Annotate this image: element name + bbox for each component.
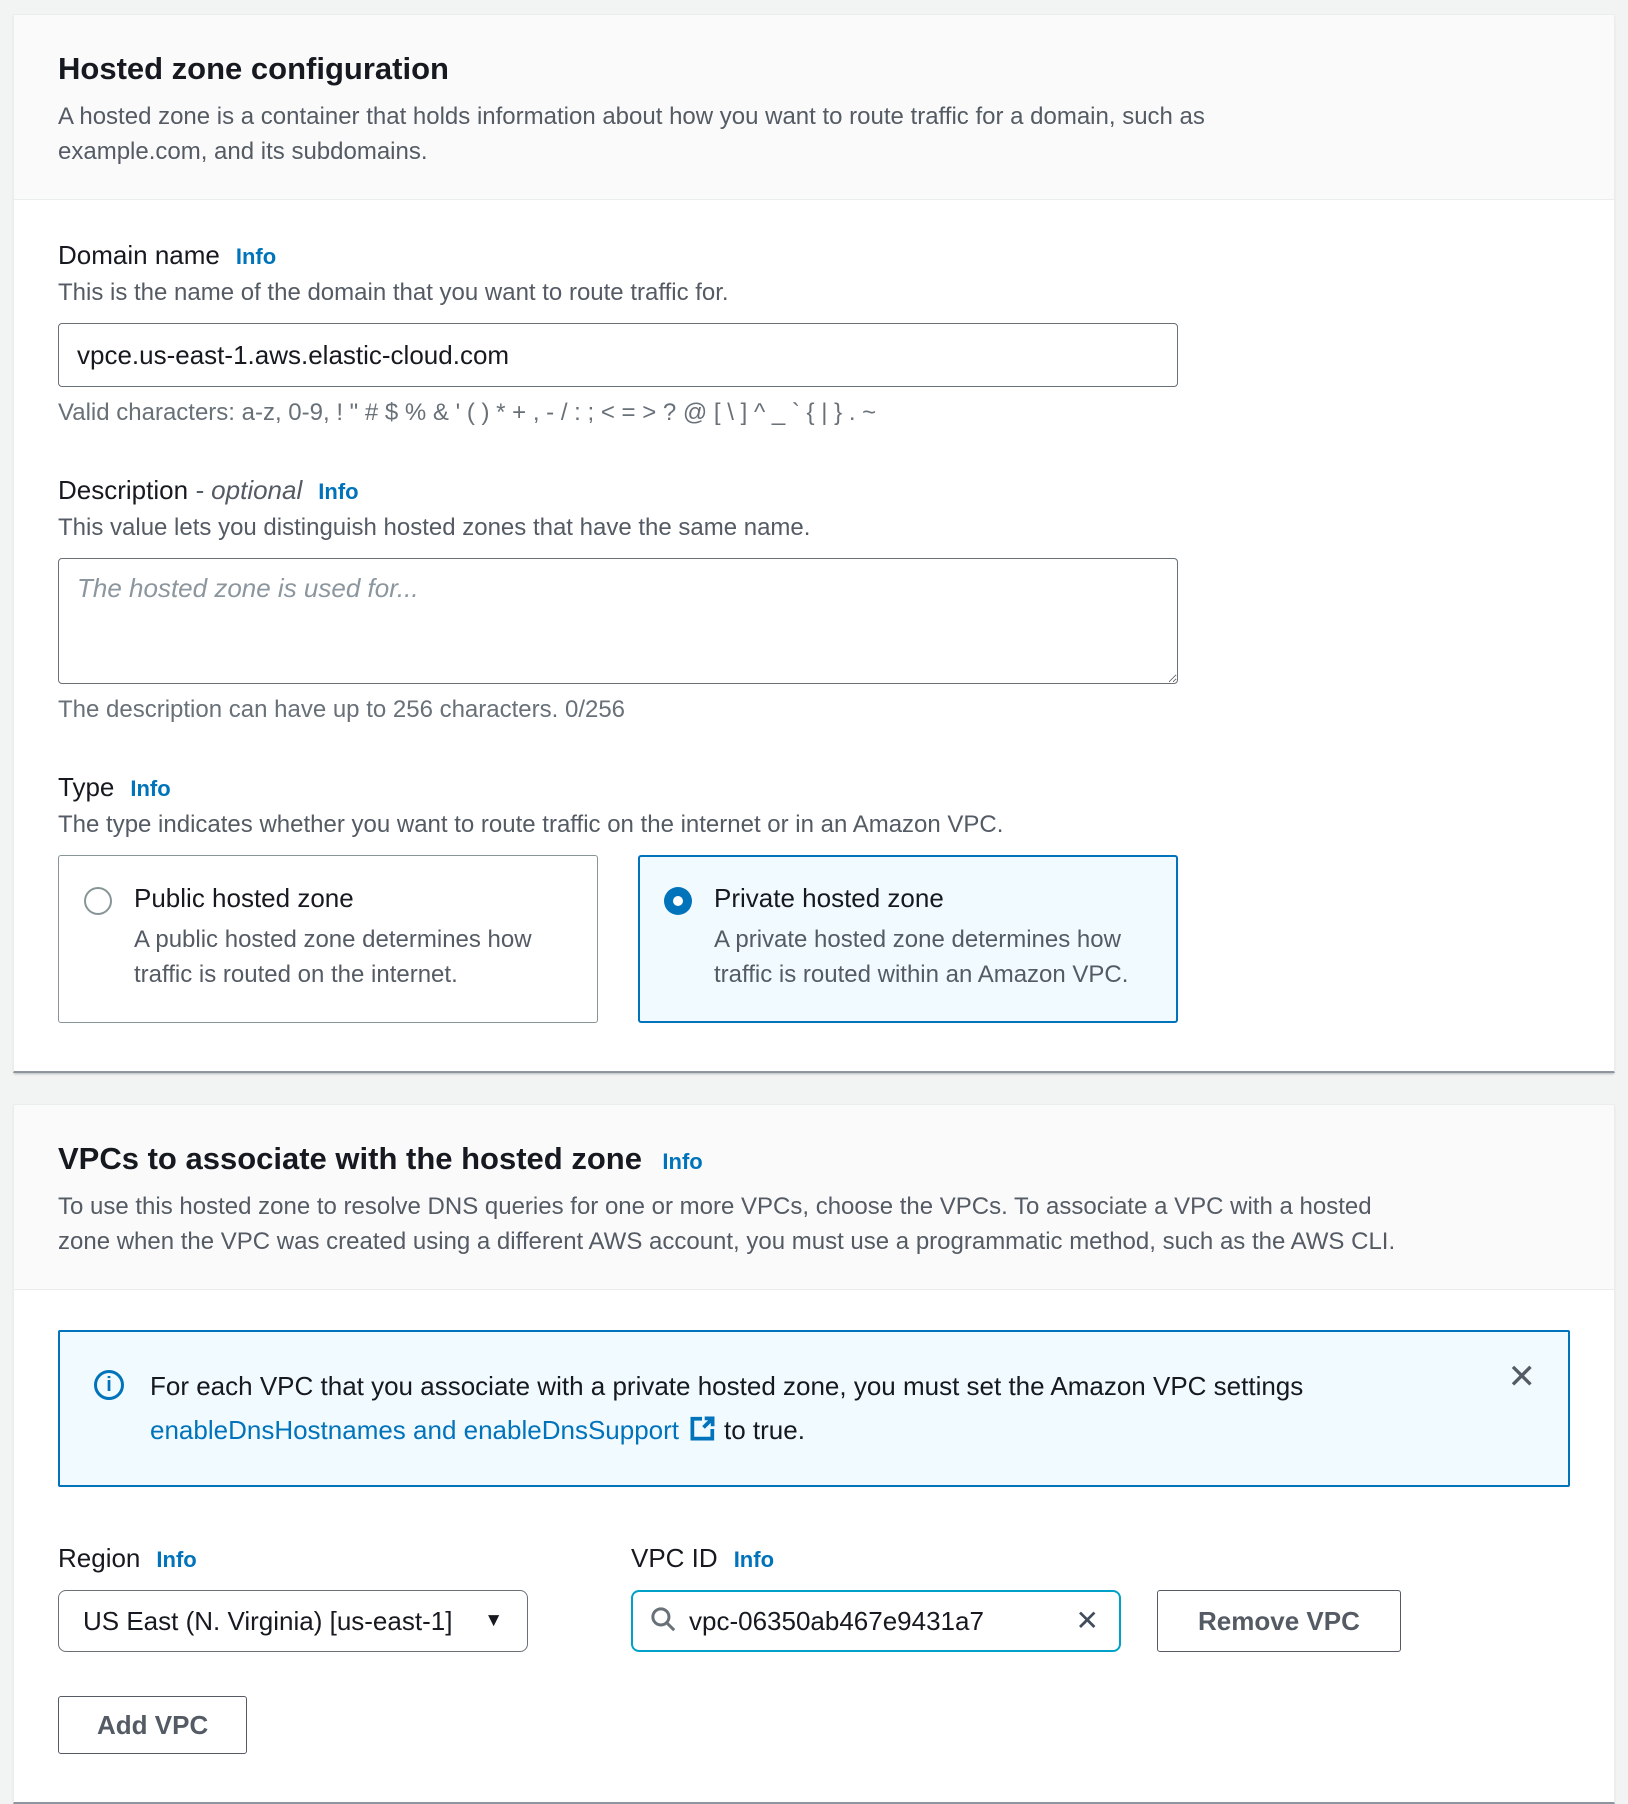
domain-info-link[interactable]: Info — [235, 244, 277, 269]
domain-name-label: Domain name — [58, 240, 220, 270]
chevron-down-icon: ▼ — [484, 1610, 503, 1631]
external-link-icon[interactable] — [689, 1411, 716, 1455]
remove-vpc-button[interactable]: Remove VPC — [1157, 1590, 1401, 1652]
clear-icon: ✕ — [1075, 1605, 1099, 1636]
private-hosted-zone-option[interactable] — [638, 855, 1178, 1023]
option-label: Public hosted zone — [134, 883, 354, 913]
vpcs-card-header — [14, 1105, 1614, 1290]
option-description: A private hosted zone determines how traffic is routed within an Amazon VPC. — [714, 926, 1129, 988]
vpcs-card-content — [14, 1290, 1614, 1802]
vpc-id-input[interactable] — [689, 1606, 1072, 1637]
domain-name-input[interactable] — [58, 323, 1178, 387]
alert-line-2-text: to true. — [724, 1415, 805, 1445]
description-label: Description - optional — [58, 475, 303, 505]
region-info-link[interactable]: Info — [156, 1547, 197, 1572]
info-circle-icon: i — [94, 1370, 124, 1400]
vpcs-title: VPCs to associate with the hosted zone — [58, 1141, 642, 1176]
hosted-zone-config-content — [14, 200, 1614, 1071]
description-info-link[interactable]: Info — [318, 479, 359, 504]
vpc-association-row — [58, 1543, 1570, 1652]
type-options — [58, 855, 1570, 1023]
close-icon: ✕ — [1507, 1358, 1536, 1396]
domain-valid-chars-hint: Valid characters: a-z, 0-9, ! " # $ % & ' ( ) * + , - / : ; < = > ? @ [ \ ] ^ _ ` { | } . ~ — [58, 399, 877, 426]
alert-line-1: For each VPC that you associate with a private hosted zone, you must set the Amazon VPC settings — [150, 1371, 1304, 1401]
description-textarea[interactable] — [58, 558, 1178, 684]
page-title: Hosted zone configuration — [58, 51, 449, 86]
radio-unchecked-icon[interactable] — [84, 887, 112, 915]
description-charcount-hint: The description can have up to 256 characters. 0/256 — [58, 696, 626, 723]
option-label: Private hosted zone — [714, 883, 944, 913]
enable-dns-link[interactable]: enableDnsHostnames and enableDnsSupport — [150, 1415, 680, 1445]
region-label: Region — [58, 1543, 141, 1573]
description-field-group — [58, 475, 1570, 724]
vpc-id-column — [631, 1543, 1401, 1652]
domain-name-field-group — [58, 240, 1570, 427]
vpc-id-search-field[interactable] — [631, 1590, 1121, 1652]
vpc-settings-info-alert — [58, 1330, 1570, 1487]
description-optional-tag: - optional — [195, 475, 303, 505]
search-icon — [649, 1605, 677, 1638]
hosted-zone-config-header — [14, 15, 1614, 200]
domain-name-help: This is the name of the domain that you want to route traffic for. — [58, 279, 729, 306]
region-select[interactable] — [58, 1590, 528, 1652]
vpcs-description: To use this hosted zone to resolve DNS queries for one or more VPCs, choose the VPCs. To associate a VPC with a hosted zone when the VPC was created using a different AWS account, you must use a programmatic method, such as the AWS CLI. — [58, 1193, 1396, 1255]
public-hosted-zone-option[interactable] — [58, 855, 598, 1023]
add-vpc-button[interactable]: Add VPC — [58, 1696, 247, 1754]
option-description: A public hosted zone determines how traffic is routed on the internet. — [134, 926, 532, 988]
clear-input-button[interactable] — [1072, 1607, 1103, 1635]
region-column — [58, 1543, 528, 1652]
type-help: The type indicates whether you want to route traffic on the internet or in an Amazon VPC. — [58, 811, 1004, 838]
vpc-id-label: VPC ID — [631, 1543, 718, 1573]
alert-line-2 — [150, 1408, 1303, 1455]
vpcs-info-link[interactable]: Info — [662, 1149, 703, 1174]
alert-text — [150, 1364, 1303, 1455]
type-info-link[interactable]: Info — [130, 776, 171, 801]
alert-close-button[interactable] — [1508, 1360, 1537, 1394]
vpc-id-info-link[interactable]: Info — [733, 1547, 775, 1572]
description-help: This value lets you distinguish hosted zones that have the same name. — [58, 514, 811, 541]
card-description: A hosted zone is a container that holds information about how you want to route traffic for a domain, such as example.com, and its subdomains. — [58, 103, 1205, 165]
radio-checked-icon[interactable] — [664, 887, 692, 915]
type-field-group — [58, 772, 1570, 1023]
region-select-value: US East (N. Virginia) [us-east-1] — [83, 1605, 453, 1636]
type-label: Type — [58, 772, 115, 802]
vpcs-associate-card — [13, 1104, 1615, 1804]
hosted-zone-config-card — [13, 14, 1615, 1073]
